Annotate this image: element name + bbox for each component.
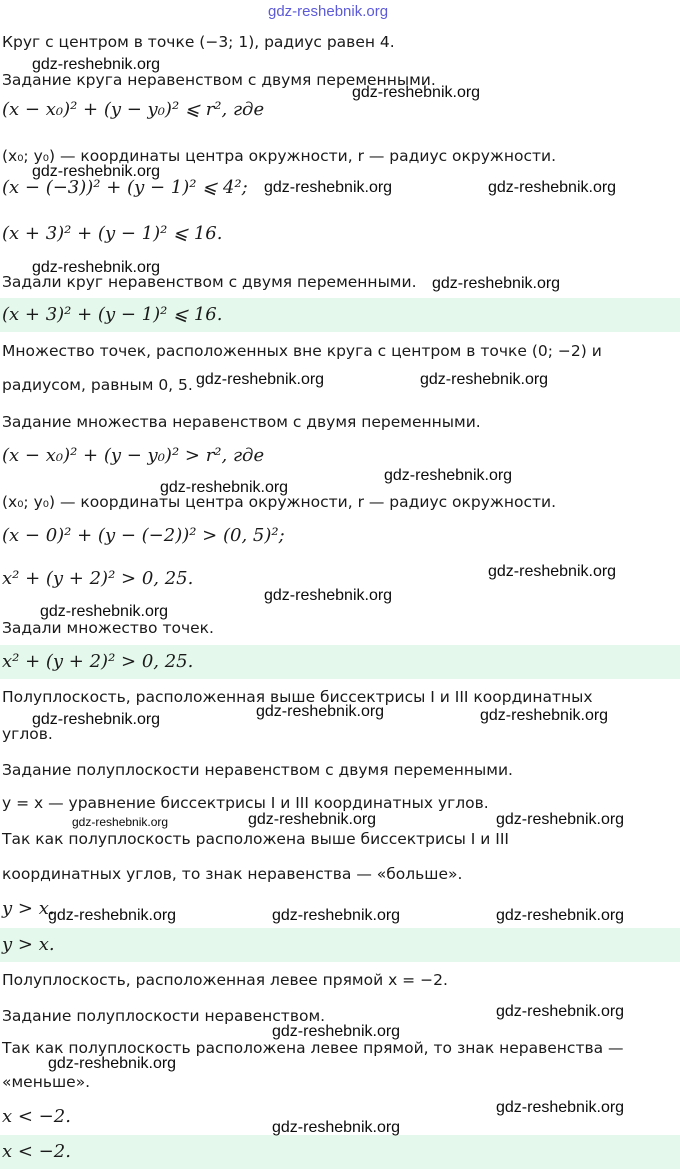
watermark: gdz-reshebnik.org xyxy=(40,603,169,620)
text-line: координатных углов, то знак неравенства — «больше». xyxy=(2,865,463,883)
text-line: Задание полуплоскости неравенством с двумя переменными. xyxy=(2,761,513,779)
watermark: gdz-reshebnik.org xyxy=(32,163,161,180)
text-line: «меньше». xyxy=(2,1073,91,1091)
formula-line: x² + (y + 2)² > 0, 25. xyxy=(2,568,194,589)
text-line: Задали круг неравенством с двумя переменными. xyxy=(2,273,417,291)
watermark: gdz-reshebnik.org xyxy=(496,811,625,828)
text-line: (x₀; y₀) — координаты центра окружности, r — радиус окружности. xyxy=(2,493,557,511)
watermark: gdz-reshebnik.org xyxy=(256,703,385,720)
watermark: gdz-reshebnik.org xyxy=(32,259,161,276)
watermark: gdz-reshebnik.org xyxy=(420,371,549,388)
watermark: gdz-reshebnik.org xyxy=(480,707,609,724)
text-line: радиусом, равным 0, 5. xyxy=(2,376,193,394)
watermark: gdz-reshebnik.org xyxy=(32,56,161,73)
answer-highlight: x² + (y + 2)² > 0, 25. xyxy=(0,645,680,679)
text-line: Задание полуплоскости неравенством. xyxy=(2,1007,326,1025)
text-line: Задали множество точек. xyxy=(2,619,214,637)
formula-line: (x − 0)² + (y − (−2))² > (0, 5)²; xyxy=(2,525,285,546)
text-line: (x₀; y₀) — координаты центра окружности, r — радиус окружности. xyxy=(2,147,557,165)
watermark: gdz-reshebnik.org xyxy=(72,815,169,829)
watermark: gdz-reshebnik.org xyxy=(272,1119,401,1136)
text-line: Множество точек, расположенных вне круга с центром в точке (0; −2) и xyxy=(2,342,602,360)
formula-line: (x − x₀)² + (y − y₀)² ⩽ r², где xyxy=(2,99,265,120)
text-line: Полуплоскость, расположенная левее прямой x = −2. xyxy=(2,971,448,989)
watermark: gdz-reshebnik.org xyxy=(268,3,389,20)
text-line: Так как полуплоскость расположена левее прямой, то знак неравенства — xyxy=(2,1039,624,1057)
formula-line: (x − x₀)² + (y − y₀)² > r², где xyxy=(2,445,265,466)
formula-line: (x − (−3))² + (y − 1)² ⩽ 4²; xyxy=(2,177,248,198)
watermark: gdz-reshebnik.org xyxy=(264,587,393,604)
text-line: Так как полуплоскость расположена выше биссектрисы I и III xyxy=(2,830,509,848)
formula-line: y > x. xyxy=(2,898,55,919)
watermark: gdz-reshebnik.org xyxy=(496,1099,625,1116)
text-line: Круг с центром в точке (−3; 1), радиус равен 4. xyxy=(2,33,395,51)
watermark: gdz-reshebnik.org xyxy=(272,1023,401,1040)
formula-line: (x + 3)² + (y − 1)² ⩽ 16. xyxy=(2,223,223,244)
watermark: gdz-reshebnik.org xyxy=(496,1003,625,1020)
watermark: gdz-reshebnik.org xyxy=(352,84,481,101)
answer-highlight: x < −2. xyxy=(0,1135,680,1169)
answer-highlight: (x + 3)² + (y − 1)² ⩽ 16. xyxy=(0,298,680,332)
watermark: gdz-reshebnik.org xyxy=(272,907,401,924)
watermark: gdz-reshebnik.org xyxy=(160,479,289,496)
text-line: y = x — уравнение биссектрисы I и III координатных углов. xyxy=(2,794,489,812)
answer-highlight: y > x. xyxy=(0,928,680,962)
watermark: gdz-reshebnik.org xyxy=(488,563,617,580)
watermark: gdz-reshebnik.org xyxy=(196,371,325,388)
watermark: gdz-reshebnik.org xyxy=(384,467,513,484)
watermark: gdz-reshebnik.org xyxy=(48,907,177,924)
text-line: Задание круга неравенством с двумя переменными. xyxy=(2,71,436,89)
watermark: gdz-reshebnik.org xyxy=(248,811,377,828)
watermark: gdz-reshebnik.org xyxy=(496,907,625,924)
text-line: углов. xyxy=(2,725,53,743)
watermark: gdz-reshebnik.org xyxy=(264,179,393,196)
watermark: gdz-reshebnik.org xyxy=(488,179,617,196)
watermark: gdz-reshebnik.org xyxy=(432,275,561,292)
watermark: gdz-reshebnik.org xyxy=(32,711,161,728)
text-line: Полуплоскость, расположенная выше биссектрисы I и III координатных xyxy=(2,688,593,706)
text-line: Задание множества неравенством с двумя переменными. xyxy=(2,413,481,431)
watermark: gdz-reshebnik.org xyxy=(48,1055,177,1072)
formula-line: x < −2. xyxy=(2,1106,71,1127)
